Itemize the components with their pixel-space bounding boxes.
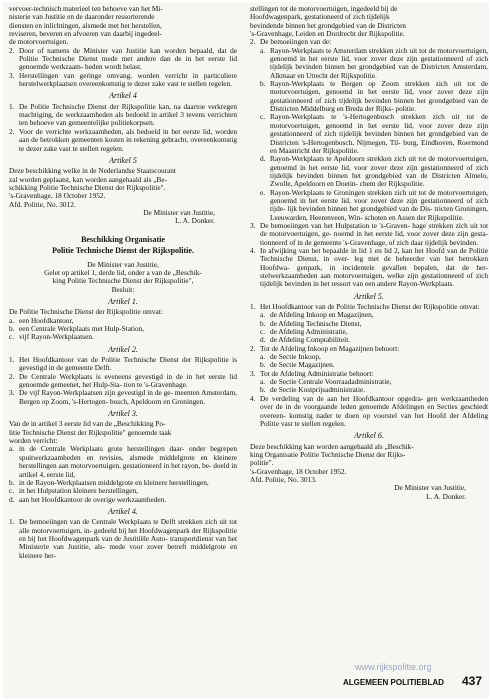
list-marker: 1.	[9, 355, 15, 365]
text-line: vervoer-technisch materieel ten behoeve van het Mi-	[9, 4, 163, 13]
list-item	[9, 373, 237, 390]
document-page	[3, 2, 489, 698]
list-item	[250, 222, 488, 247]
list-item-text: Tot de Afdeling Administratie behoort:	[260, 368, 374, 378]
list-item-text: De verdeling van de aan het Hoofdkantoor opgedra- gen werkzaamheden over de in de voorgaande leden genoemde Afdelingen en Secties geschiedt overeen- komstig nader te doen op voorstel van het Hoofd der Afdeling Politie vast te stellen regelen.	[260, 393, 488, 428]
list-item-text: in de Rayon-Werkplaatsen middelgrote en kleinere herstellingen,	[19, 477, 209, 487]
text-line: worden verricht:	[9, 436, 58, 446]
text-line: nisterie van Justitie en de daaronder ressorterende	[9, 12, 155, 22]
text-line: 's-Gravenhage, 18 October 1952.	[250, 466, 347, 476]
signature-block	[9, 209, 237, 226]
list-item-text: Rayon-Werkplaats te Apeldoorn strekken zich uit tot de motorvoertuigen, genoemd in het eerste lid, voor zover deze zijn gestationneerd of zich tijdelijk bevinden binnen het grondgebied van de Districten Almelo, Zwolle, Apeldoorn en Doetin- chem der Rijkspolitie.	[270, 154, 488, 189]
list-marker: e.	[260, 187, 266, 197]
list-item-text: de Sectie Inkoop,	[270, 352, 321, 362]
list-item-text: Het Hoofdkantoor van de Politie Technische Dienst der Rijkspolitie is gevestigd in de gemeente Delft.	[19, 355, 237, 373]
list-item-text: De Centrale Werkplaats is eveneens gevestigd in de in het eerste lid genoemde gemeenet, het Hulp-Sta- tion te 's-Gravenhage.	[19, 371, 237, 390]
text-line: reviseren, beveren en afvoeren van daarbij ingedeel-	[9, 29, 162, 39]
list-item-text: Herstellingen van geringe omvang, worden verricht in particuliere herstelwerkplaatsen overeenkomstig te dezer zake vast te stellen regelen.	[19, 70, 237, 89]
list-marker: 2.	[9, 371, 15, 381]
list-marker: 2.	[9, 45, 15, 55]
artikel-5-list	[250, 303, 488, 428]
list-marker: d.	[9, 494, 15, 504]
list-item-text: een Centrale Werkplaats met Hulp-Station,	[19, 324, 145, 333]
list-item-text: de Afdeling Comptabiliteit.	[270, 335, 351, 345]
article-5-text	[9, 167, 237, 209]
list-item-text: vijf Rayon-Werkplaatsen.	[19, 332, 94, 342]
text-line: 's-Gravenhage, Leiden en Dordrecht der Rijkspolitie.	[250, 29, 405, 39]
text-line: king Organisatie Politie Technische Dienst der Rijks-	[250, 449, 406, 459]
list-item-text: De bemoeiingen van de Centrale Werkplaats te Delft strekken zich uit tot alle motorvoertuigen, in- gedeeld bij het Hoofdwagenpark der Rijkspolitie en bij het Hoofdwagenpark van de Justitiële Auto- transportdienst van het Ministerie van Justitie, als- mede voor zover betreft middelgrote en kleinere her-	[19, 517, 237, 560]
list-item	[9, 72, 237, 89]
list-marker: a.	[260, 310, 266, 320]
preamble-line: Gelet op artikel 1, derde lid, onder a van de „Beschik-	[44, 267, 202, 277]
text-line: diensten en inlichtingen, alsmede met het herstellen,	[9, 20, 162, 30]
list-marker: d.	[260, 335, 266, 345]
signature-line: De Minister van Justitie,	[394, 483, 466, 493]
list-item-text: De bemoeiingen van het Hulpstation te 's-Graven- hage strekken zich uit tot de motorvoertuigen, ge- noemd in het eerste lid, voor zover deze zijn gesta- tionneerd of in de gemeente 's-Gravenhage, of zich daar tijdelijk bevinden.	[260, 220, 488, 247]
list-item-text: Rayon-Werkplaats te Amsterdam strekken zich uit tot de motorvoertuigen, genoemd in het eerste lid, voor zover deze zijn gestationneerd of zich tijdelijk bevinden binnen het grondgebied van de Districten Amsterdam, Alkmaar en Utrecht der Rijkspolitie.	[270, 45, 488, 80]
text-line: stellingen tot de motorvoertuigen, ingedeeld bij de	[250, 4, 398, 13]
list-marker: a.	[260, 45, 266, 55]
list-item	[250, 189, 488, 222]
artikel-4-list	[9, 518, 237, 560]
left-column	[9, 5, 237, 560]
text-line: Afd. Politie, No. 3012.	[9, 199, 76, 209]
artikel-1-heading: Artikel 1.	[108, 296, 138, 306]
text-line: politie".	[250, 458, 274, 468]
continued-text	[250, 5, 488, 38]
list-marker: a.	[9, 315, 15, 325]
list-marker: 3.	[9, 388, 15, 398]
artikel-3-heading: Artikel 3.	[108, 409, 138, 419]
list-marker: 2.	[250, 343, 256, 353]
rayon-werkplaatsen-list	[250, 47, 488, 222]
list-item	[250, 247, 488, 289]
watermark: www.rijkspolitie.org	[355, 662, 432, 672]
text-line: 's-Gravenhage, 18 October 1952.	[9, 191, 106, 201]
items-3-4	[250, 222, 488, 289]
list-item	[9, 445, 237, 478]
list-marker: b.	[9, 477, 15, 487]
text-line: schikking Politie Technische Dienst der Rijkspolitie".	[9, 182, 166, 192]
list-item-text: Rayon-Werkplaats te Groningen strekken zich uit tot de motorvoertuigen, genoemd in het eerste lid, voor zover deze zijn gestationneerd of zich tijde- lijk bevinden binnen het grondgebied van de Dis- tricten Groningen, Leeuwarden, Heerenveen, Win- schoten en Assen der Rijkspolitie.	[270, 187, 488, 222]
list-item-text: aan het Hoofdkantoor de overige werkzaamheden.	[19, 494, 167, 504]
article-4-heading: Artikel 4	[109, 91, 137, 101]
list-item-text: een Hoofdkantoor,	[19, 315, 74, 325]
list-item-text: In afwijking van het bepaalde in lid 1 en lid 2, kan het Hoofd van de Politie Technische Dienst, in over- leg met de beheerder van het betrokken Hoofdwa- genpark, in incidentele gevallen bepalen, dat de her- stelwerkzaamheden aan motorvoertuigen, welke zijn gestationneerd of zich tijdelijk bevinden in het ressort van een andere Rayon-Werkplaats.	[260, 245, 488, 289]
text-line: Deze beschikking welke in de Nederlandse Staatscourant	[9, 166, 176, 176]
list-item-text: Door of namens de Minister van Justitie kan worden bepaald, dat de Politie Technische Dienst mede met andere dan de in het eerste lid genoemde werkzaam- heden wordt belast.	[19, 45, 237, 72]
list-item	[9, 103, 237, 128]
text-line: Afd. Politie, No. 3013.	[250, 474, 317, 484]
text-line: Van de in artikel 3 eerste lid van de „Beschikking Po-	[9, 419, 166, 429]
list-item	[250, 80, 488, 113]
artikel-1-text	[9, 308, 237, 341]
list-marker: 3.	[250, 220, 256, 230]
list-item-text: de Sectie Kostprijsadministratie.	[270, 385, 366, 395]
list-marker: 4.	[250, 393, 256, 403]
list-marker: 2.	[9, 126, 15, 136]
preamble-line: king Politie Technische Dienst der Rijkspolitie",	[52, 276, 194, 286]
decree-title: Beschikking Organisatie	[81, 234, 165, 244]
list-item-text: de Sectie Centrale Voorraadadministratie,	[270, 377, 392, 387]
list-marker: 1.	[9, 101, 15, 111]
list-marker: b.	[260, 385, 266, 395]
list-marker: 4.	[250, 245, 256, 255]
list-item-text: de Sectie Magazijnen.	[270, 360, 335, 370]
list-item-text: de Afdeling Administratie,	[270, 327, 348, 337]
signature-line: L. A. Donker.	[426, 491, 466, 501]
list-item-text: de Afdeling Inkoop en Magazijnen,	[270, 310, 374, 320]
list-item	[250, 113, 488, 155]
list-marker: b.	[260, 79, 266, 89]
artikel-2-list	[9, 356, 237, 406]
list-marker: c.	[260, 327, 266, 337]
list-item-text: in de Centrale Werkplaats grote herstellingen daar- onder begrepen spuitwerkzaamheden en revisies, alsmede middelgrote en kleinere herstellingen aan motorvoertuigen, gestationeerd in het rayon, be- doeld in artikel 4, eerste lid,	[19, 444, 237, 479]
artikel-2-heading: Artikel 2.	[108, 344, 138, 354]
text-line: Deze beschikking kan worden aangehaald als „Beschik-	[250, 441, 414, 451]
signature-line: De Minister van Justitie,	[143, 207, 215, 217]
list-item-text: De bemoeiingen van de:	[260, 37, 332, 47]
text-line: zal worden geplaatst, kan worden aangehaald als „Be-	[9, 174, 168, 184]
list-item-text: De vijf Rayon-Werkplaatsen zijn gevestigd in de ge- meenten Amsterdam, Bergen op Zoom, 's-Hertogen- bosch, Apeldoorn en Groningen.	[19, 388, 237, 406]
list-item-text: Rayon-Werkplaats te Bergen op Zoom strekken zich uit tot de motorvoertuigen, genoemd in het eerste lid, voor zover deze zijn gestationneerd of zich tijdelijk bevinden binnen het grondgebied van de Districten Middelburg en Breda der Rijks- politie.	[270, 79, 488, 114]
text-line: litie Technische Dienst der Rijkspolitie" genoemde taak	[9, 427, 172, 437]
list-marker: a.	[9, 444, 15, 454]
list-item-text: Het Hoofdkantoor van de Politie Technische Dienst der Rijkspolitie omvat:	[260, 302, 480, 312]
artikel-3-text	[9, 420, 237, 503]
list-item	[250, 395, 488, 428]
decree-subtitle: Politie Technische Dienst der Rijkspolitie.	[52, 245, 194, 255]
intro-text	[9, 5, 237, 47]
list-item-text: in het Hulpstation kleinere herstellingen,	[19, 486, 138, 496]
list-marker: c.	[9, 332, 15, 342]
list-marker: c.	[260, 112, 266, 122]
list-marker: 3.	[9, 70, 15, 80]
text-line: De Politie Technische Dienst der Rijkspolitie omvat:	[9, 307, 163, 317]
list-item	[9, 518, 237, 560]
preamble	[9, 261, 237, 294]
list-marker: 1.	[250, 302, 256, 312]
signature-line: L. A. Donker.	[175, 216, 215, 226]
preamble-line: De Minister van Justitie,	[87, 259, 159, 269]
list-item	[9, 356, 237, 373]
article-4-list	[9, 103, 237, 153]
page-number: 437	[462, 674, 483, 688]
preamble-line: Besluit:	[111, 284, 135, 294]
signature-block-2	[250, 484, 488, 501]
list-marker: d.	[260, 154, 266, 164]
list-marker: b.	[9, 324, 15, 333]
list-item-text: De Politie Technische Dienst der Rijkspolitie kan, na daartoe verkregen machtiging, de werkzaamheden als bedoeld in artikel 3 tevens verrichten ten behoeve van gemeentelijke politiekorpsen.	[19, 101, 237, 128]
list-item-text: Tot de Afdeling Inkoop en Magazijnen behoort:	[260, 343, 400, 353]
list-item	[250, 47, 488, 80]
text-line: bevindende binnen het grondgebied van de Districten	[250, 20, 407, 30]
list-marker: b.	[260, 318, 266, 328]
text-line: Hoofdwagenpark, gestationeerd of zich tijdelijk	[250, 12, 390, 22]
artikel-6-heading: Artikel 6.	[354, 431, 384, 441]
list-item	[9, 496, 237, 504]
list-item	[9, 47, 237, 72]
article-5-heading: Artikel 5	[109, 155, 137, 165]
text-line: de motorvoertuigen.	[9, 37, 69, 47]
list-item	[9, 389, 237, 406]
artikel-5-heading: Artikel 5.	[354, 291, 384, 301]
list-item-text: de Afdeling Technische Dienst,	[270, 318, 362, 328]
list-marker: a.	[260, 352, 266, 362]
numbered-list-article3	[9, 47, 237, 89]
list-marker: 1.	[9, 517, 15, 527]
list-marker: a.	[260, 377, 266, 387]
artikel-4-heading: Artikel 4.	[108, 506, 138, 516]
right-column	[250, 5, 488, 501]
list-item	[9, 128, 237, 153]
journal-name: ALGEMEEN POLITIEBLAD	[343, 678, 444, 687]
list-item-text: Voor de verrichte werkzaamheden, als bedoeld in het eerste lid, worden aan de betrokken gemeenten kosten in rekening gebracht, overeenkomstig te dezer zake vast te stellen regelen.	[19, 126, 237, 153]
list-item-text: Rayon-Werkplaats te 's-Hertogenbosch strekken zich uit tot de motorvoertuigen, genoemd in het eerste lid, voor zover deze zijn gestationneerd of zich tijdelijk bevinden binnen het grondgebied van de Districten 's-Hertogenbosch, Nijmegen, Til- burg, Eindhoven, Roermond en Maastricht der Rijkspolitie.	[270, 112, 488, 155]
list-item	[9, 333, 237, 341]
artikel-6-text	[250, 443, 488, 485]
list-marker: b.	[260, 360, 266, 370]
list-item	[250, 155, 488, 188]
list-marker: 2.	[250, 37, 256, 47]
list-marker: c.	[9, 486, 15, 496]
list-marker: 3.	[250, 368, 256, 378]
